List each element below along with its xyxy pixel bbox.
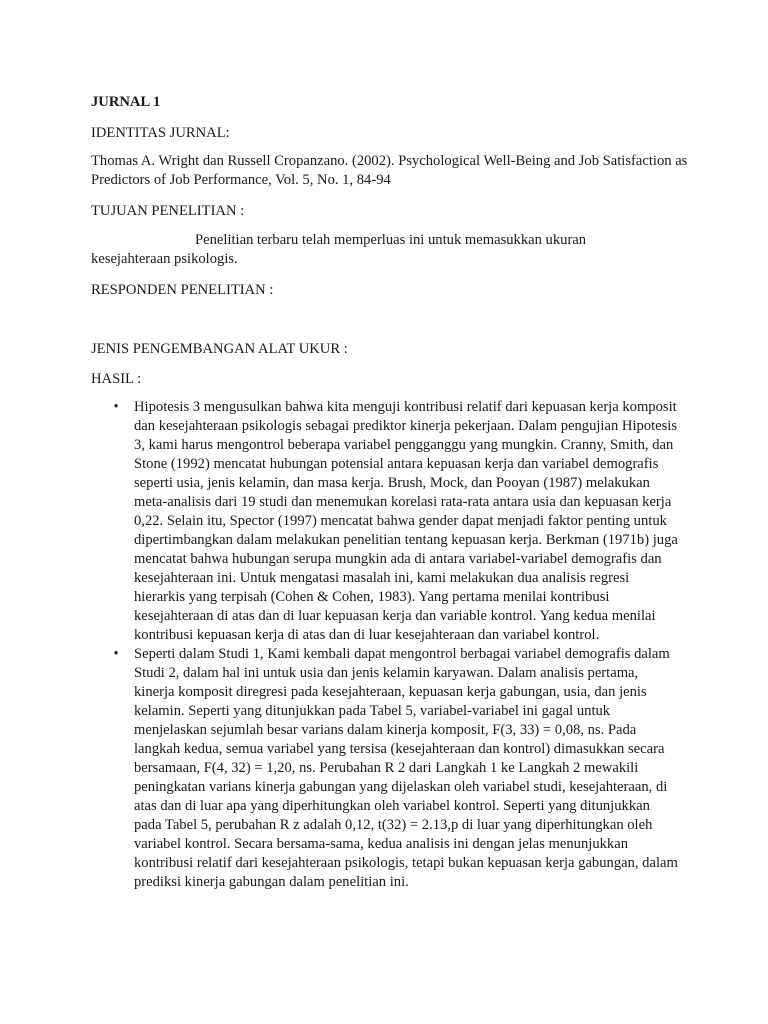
journal-citation: Thomas A. Wright dan Russell Cropanzano. (2002). Psychological Well-Being and Job Satisfaction as Predictors of Job Performance, Vol. 5, No. 1, 84-94 xyxy=(91,153,688,188)
hasil-item-text: Hipotesis 3 mengusulkan bahwa kita menguji kontribusi relatif dari kepuasan kerja komposit dan kesejahteraan psikologis sebagai prediktor kinerja pekerjaan. Dalam pengujian Hipotesis 3, kami harus mengontrol beberapa variabel pengganggu yang mungkin. Cranny, Smith, dan Stone (1992) mencatat hubungan potensial antara kepuasan kerja dan variabel demografis seperti usia, jenis kelamin, dan masa kerja. Brush, Mock, dan Pooyan (1987) melakukan meta-analisis dari 19 studi dan menemukan korelasi rata-rata antara usia dan kepuasan kerja 0,22. Selain itu, Spector (1997) mencatat bahwa gender dapat menjadi faktor penting untuk dipertimbangkan dalam melakukan penelitian tentang kepuasan kerja. Berkman (1971b) juga mencatat bahwa hubungan serupa mungkin ada di antara variabel-variabel demografis dan kesejahteraan ini. Untuk mengatasi masalah ini, kami melakukan dua analisis regresi hierarkis yang terpisah (Cohen & Cohen, 1983). Yang pertama menilai kontribusi kesejahteraan di atas dan di luar kepuasan kerja dan variable kontrol. Yang kedua menilai kontribusi kepuasan kerja di atas dan di luar kesejahteraan dan variabel kontrol. xyxy=(134,399,678,643)
hasil-heading: HASIL : xyxy=(91,371,142,387)
hasil-list xyxy=(91,398,681,892)
responden-heading: RESPONDEN PENELITIAN : xyxy=(91,282,274,298)
tujuan-body: Penelitian terbaru telah memperluas ini untuk memasukkan ukuran kesejahteraan psikologis. xyxy=(91,232,587,267)
identitas-heading: IDENTITAS JURNAL: xyxy=(91,125,230,141)
jenis-heading: JENIS PENGEMBANGAN ALAT UKUR : xyxy=(91,341,348,357)
document-title: JURNAL 1 xyxy=(91,94,161,110)
hasil-item-text: Seperti dalam Studi 1, Kami kembali dapat mengontrol berbagai variabel demografis dalam Studi 2, dalam hal ini untuk usia dan jenis kelamin karyawan. Dalam analisis pertama, kinerja komposit diregresi pada kesejahteraan, kepuasan kerja gabungan, usia, dan jenis kelamin. Seperti yang ditunjukkan pada Tabel 5, variabel-variabel ini gagal untuk menjelaskan sejumlah besar varians dalam kinerja komposit, F(3, 33) = 0,08, ns. Pada langkah kedua, semua variabel yang tersisa (kesejahteraan dan kontrol) dimasukkan secara bersamaan, F(4, 32) = 1,20, ns. Perubahan R 2 dari Langkah 1 ke Langkah 2 mewakili peningkatan varians kinerja gabungan yang dijelaskan oleh variabel studi, kesejahteraan, di atas dan di luar apa yang diperhitungkan oleh variabel kontrol. Seperti yang ditunjukkan pada Tabel 5, perubahan R z adalah 0,12, t(32) = 2.13,p di luar yang diperhitungkan oleh variabel kontrol. Secara bersama-sama, kedua analisis ini dengan jelas menunjukkan kontribusi relatif dari kesejahteraan psikologis, tetapi bukan kepuasan kerja gabungan, dalam prediksi kinerja gabungan dalam penelitian ini. xyxy=(134,646,678,890)
bullet-icon: • xyxy=(113,646,119,662)
bullet-icon: • xyxy=(113,399,119,415)
tujuan-heading: TUJUAN PENELITIAN : xyxy=(91,203,245,219)
list-item xyxy=(91,645,681,892)
list-item xyxy=(91,398,681,645)
